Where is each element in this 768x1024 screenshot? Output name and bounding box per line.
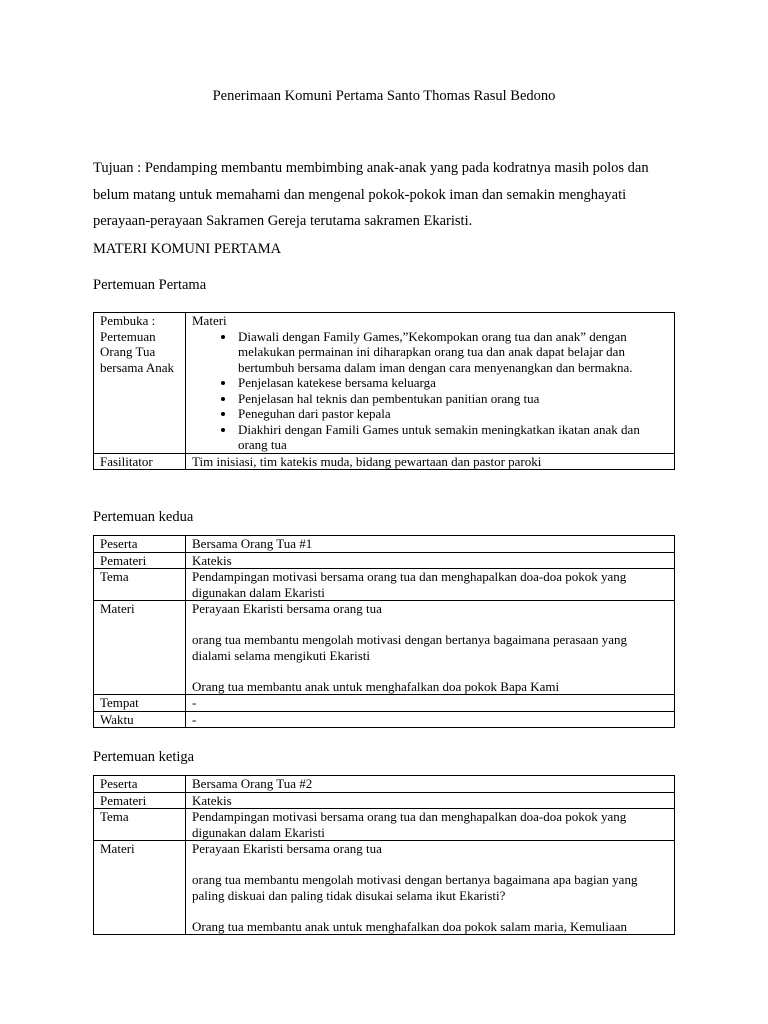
list-item: • Penjelasan hal teknis dan pembentukan panitian orang tua <box>236 391 668 407</box>
table-row <box>94 695 675 712</box>
pertemuan-kedua-table <box>93 535 675 728</box>
tujuan-paragraph: Tujuan : Pendamping membantu membimbing anak-anak yang pada kodratnya masih polos dan belum matang untuk memahami dan mengenal pokok-pokok iman dan semakin menghayati perayaan-perayaan Sakramen Gereja terutama sakramen Ekaristi. <box>93 160 649 229</box>
materi-line: Orang tua membantu anak untuk menghafalkan doa pokok Bapa Kami <box>192 678 560 694</box>
pemateri-value: Katekis <box>186 552 675 569</box>
peserta-value: Bersama Orang Tua #2 <box>186 776 675 793</box>
document-title: Penerimaan Komuni Pertama Santo Thomas Rasul Bedono <box>212 88 556 104</box>
pertemuan-kedua-heading: Pertemuan kedua <box>93 509 194 525</box>
peserta-value: Bersama Orang Tua #1 <box>186 536 675 553</box>
materi-value <box>186 841 675 935</box>
materi-line: Perayaan Ekaristi bersama orang tua <box>192 841 382 856</box>
pemateri-label: Pemateri <box>94 552 186 569</box>
fasilitator-label: Fasilitator <box>94 453 186 470</box>
list-item: • Peneguhan dari pastor kepala <box>236 406 668 422</box>
pembuka-label: Pembuka : Pertemuan Orang Tua bersama Anak <box>94 313 186 454</box>
tema-label: Tema <box>94 569 186 601</box>
tempat-value: - <box>186 695 675 712</box>
table-row <box>94 313 675 454</box>
materi-heading: MATERI KOMUNI PERTAMA <box>93 241 282 257</box>
table-row <box>94 841 675 935</box>
table-row <box>94 792 675 809</box>
blank-line <box>192 663 668 679</box>
peserta-label: Peserta <box>94 536 186 553</box>
materi-value <box>186 601 675 695</box>
table-row <box>94 776 675 793</box>
pertemuan-pertama-heading: Pertemuan Pertama <box>93 277 207 293</box>
list-item: • Penjelasan katekese bersama keluarga <box>236 375 668 391</box>
pertemuan-ketiga-heading: Pertemuan ketiga <box>93 749 195 765</box>
pertemuan-ketiga-table <box>93 775 675 935</box>
table-row <box>94 536 675 553</box>
list-item: • Diawali dengan Family Games,”Kekompokan orang tua dan anak” dengan melakukan permainan ini diharapkan orang tua dan anak dapat belajar dan bertumbuh bersama dalam iman dengan cara menyenangkan dan bermakna. <box>236 329 668 376</box>
pemateri-label: Pemateri <box>94 792 186 809</box>
materi-line: Orang tua membantu anak untuk menghafalkan doa pokok salam maria, Kemuliaan <box>192 918 627 934</box>
materi-label: Materi <box>94 841 186 935</box>
blank-line <box>192 857 668 873</box>
pertemuan-pertama-table <box>93 312 675 470</box>
materi-label: Materi <box>94 601 186 695</box>
blank-line <box>192 903 668 919</box>
materi-cell <box>186 313 675 454</box>
waktu-value: - <box>186 711 675 728</box>
peserta-label: Peserta <box>94 776 186 793</box>
tempat-label: Tempat <box>94 695 186 712</box>
fasilitator-value: Tim inisiasi, tim katekis muda, bidang pewartaan dan pastor paroki <box>186 453 675 470</box>
table-row <box>94 569 675 601</box>
table-row <box>94 601 675 695</box>
materi-label: Materi <box>192 313 227 328</box>
list-item: • Diakhiri dengan Famili Games untuk semakin meningkatkan ikatan anak dan orang tua <box>236 422 668 453</box>
waktu-label: Waktu <box>94 711 186 728</box>
tema-value: Pendampingan motivasi bersama orang tua dan menghapalkan doa-doa pokok yang digunakan dalam Ekaristi <box>186 569 675 601</box>
materi-line: orang tua membantu mengolah motivasi dengan bertanya bagaimana apa bagian yang paling diskuai dan paling tidak disukai selama ikut Ekaristi? <box>192 872 638 903</box>
tema-label: Tema <box>94 809 186 841</box>
tema-value: Pendampingan motivasi bersama orang tua dan menghapalkan doa-doa pokok yang digunakan dalam Ekaristi <box>186 809 675 841</box>
materi-bullet-list <box>192 329 668 453</box>
table-row <box>94 552 675 569</box>
table-row <box>94 453 675 470</box>
materi-line: Perayaan Ekaristi bersama orang tua <box>192 601 382 616</box>
pemateri-value: Katekis <box>186 792 675 809</box>
table-row <box>94 711 675 728</box>
materi-line: orang tua membantu mengolah motivasi dengan bertanya bagaimana perasaan yang dialami selama mengikuti Ekaristi <box>192 632 627 663</box>
blank-line <box>192 617 668 633</box>
table-row <box>94 809 675 841</box>
